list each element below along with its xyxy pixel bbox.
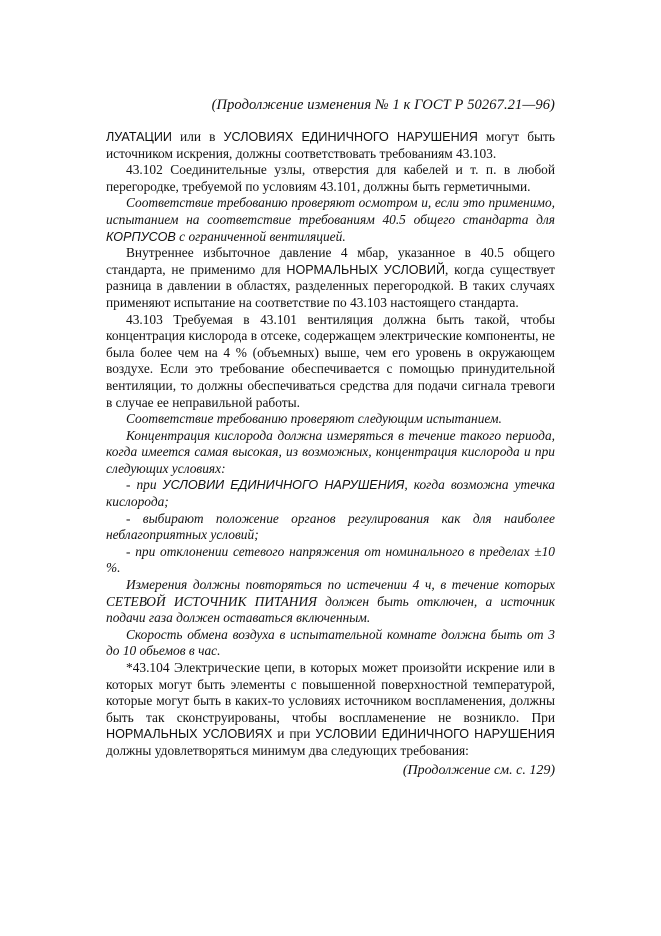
text-run: или в bbox=[171, 129, 224, 144]
paragraph bbox=[106, 627, 555, 660]
text-run: могут быть источником искрения, должны соответствовать требованиям 43.103. bbox=[106, 129, 555, 161]
document-body bbox=[106, 129, 555, 760]
text-run: Концентрация кислорода должна измеряться в течение такого периода, когда имеется самая высокая, из возможных, концентрация кислорода и при следующих условиях: bbox=[106, 427, 555, 476]
defined-term: НОРМАЛЬНЫХ УСЛОВИЯХ bbox=[106, 727, 273, 742]
text-run: - выбирают положение органов регулирования как для наиболее неблагоприятных условий; bbox=[106, 510, 555, 543]
paragraph bbox=[106, 411, 555, 428]
text-run: , когда существует разница в давлении в областях, разделенных перегородкой. В таких случаях применяют испытание на соответствие по 43.103 настоящего стандарта. bbox=[106, 261, 555, 310]
paragraph bbox=[106, 129, 555, 162]
paragraph bbox=[106, 245, 555, 311]
defined-term: ЛУАТАЦИИ bbox=[106, 130, 172, 144]
paragraph bbox=[106, 428, 555, 478]
text-run: Соответствие требованию проверяют следующим испытанием. bbox=[126, 411, 502, 427]
text-run: - при отклонении сетевого напряжения от номинального в пределах ±10 %. bbox=[106, 543, 555, 576]
paragraph bbox=[106, 511, 555, 544]
defined-term: УСЛОВИИ ЕДИНИЧНОГО НАРУШЕНИЯ bbox=[162, 478, 405, 493]
text-run: , когда возможна утечка кислорода; bbox=[106, 477, 555, 510]
paragraph bbox=[106, 544, 555, 577]
paragraph bbox=[106, 660, 555, 760]
text-run: с ограниченной вентиляцией. bbox=[175, 228, 346, 244]
text-run: должны удовлетворяться минимум два следующих требования: bbox=[106, 742, 469, 758]
defined-term: УСЛОВИЯХ ЕДИНИЧНОГО НАРУШЕНИЯ bbox=[223, 130, 478, 144]
text-run: Измерения должны повторяться по истечении 4 ч, в течение которых СЕТЕВОЙ ИСТОЧНИК ПИТАНИЯ должен быть отключен, а источник подачи газа должен оставаться включенным. bbox=[106, 577, 555, 626]
text-run: 43.103 Требуемая в 43.101 вентиляция должна быть такой, чтобы концентрация кислорода в отсеке, содержащем электрические компоненты, не была более чем на 4 % (объемных) выше, чем его уровень в окружающем воздухе. Если это требование обеспечивается с помощью принудительной вентиляции, то должны обеспечиваться средства для подачи сигнала тревоги в случае ее неправильной работы. bbox=[106, 311, 555, 410]
text-run: Скорость обмена воздуха в испытательной комнате должна быть от 3 до 10 обьемов в час. bbox=[106, 626, 555, 659]
running-header: (Продолжение изменения № 1 к ГОСТ Р 50267.21—96) bbox=[211, 97, 555, 113]
paragraph bbox=[106, 312, 555, 412]
defined-term: КОРПУСОВ bbox=[106, 229, 176, 244]
paragraph bbox=[106, 195, 555, 245]
text-run: *43.104 Электрические цепи, в которых может произойти искрение или в которых могут быть элементы с повышенной поверхностной температурой, которые могут быть в каких-то условиях источником воспламенения, должны быть так сконструированы, чтобы воспламенение не возникло. При bbox=[106, 660, 555, 725]
defined-term: УСЛОВИИ ЕДИНИЧНОГО НАРУШЕНИЯ bbox=[315, 727, 555, 742]
paragraph bbox=[106, 162, 555, 195]
paragraph bbox=[106, 577, 555, 627]
text-run: Внутреннее избыточное давление 4 мбар, указанное в 40.5 общего стандарта, не применимо для bbox=[106, 245, 555, 277]
paragraph bbox=[106, 477, 555, 510]
text-run: - при bbox=[126, 477, 163, 493]
continuation-note: (Продолжение см. с. 129) bbox=[402, 763, 555, 778]
text-run: 43.102 Соединительные узлы, отверстия для кабелей и т. п. в любой перегородке, требуемой по условиям 43.101, должны быть герметичными. bbox=[106, 162, 555, 194]
text-run: Соответствие требованию проверяют осмотром и, если это применимо, испытанием на соответствие требованиям 40.5 общего стандарта для bbox=[106, 195, 555, 227]
defined-term: НОРМАЛЬНЫХ УСЛОВИЙ bbox=[286, 262, 446, 277]
text-run: и при bbox=[272, 726, 316, 742]
